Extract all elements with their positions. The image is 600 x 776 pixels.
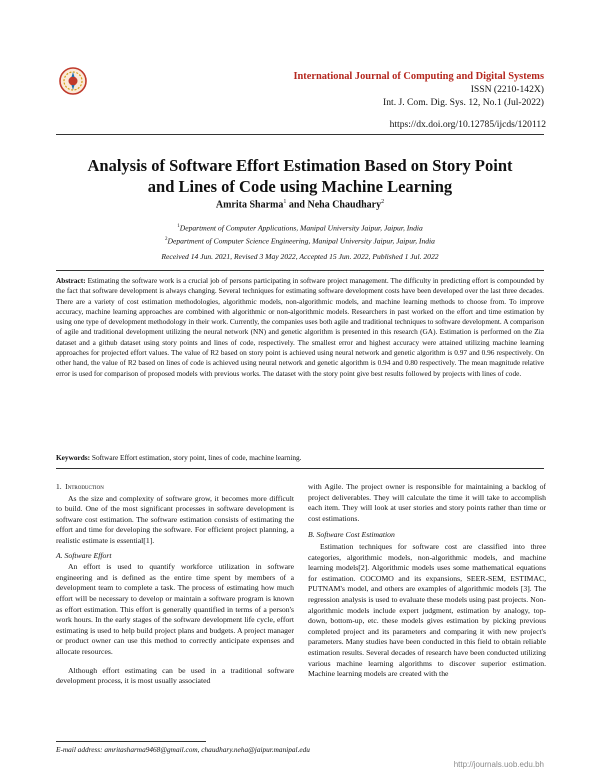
affiliations xyxy=(50,221,550,246)
abstract-bottom-divider xyxy=(56,468,544,469)
journal-logo-icon xyxy=(58,66,88,96)
paper-title xyxy=(50,155,550,197)
affiliation-2-text: Department of Computer Science Engineering, Manipal University Jaipur, Jaipur, India xyxy=(167,236,435,246)
affiliation-1-mark: 1 xyxy=(177,224,180,229)
keywords-text: Software Effort estimation, story point, lines of code, machine learning. xyxy=(91,453,302,462)
citation: Int. J. Com. Dig. Sys. 12, No.1 (Jul-2022) xyxy=(383,97,544,108)
title-line-2: and Lines of Code using Machine Learning xyxy=(147,177,453,196)
software-effort-paragraph-2: Although effort estimating can be used in a traditional software development process, it is most usually associated xyxy=(56,665,294,686)
right-column xyxy=(308,482,546,680)
intro-paragraph: As the size and complexity of software grow, it becomes more difficult to build. One of the most significant processes in software development is software cost estimation. The software estimation consists of estimating the effort and time for developing the software. For efficient project planning, a realistic estimate is essential[1]. xyxy=(56,493,294,545)
authors xyxy=(50,199,550,210)
header-divider xyxy=(56,134,544,135)
affiliation-1 xyxy=(50,221,550,234)
section-1-title: Introduction xyxy=(65,482,104,491)
affiliation-2-mark: 2 xyxy=(165,236,168,242)
title-line-1: Analysis of Software Effort Estimation Based on Story Point xyxy=(87,156,513,175)
section-1-heading xyxy=(56,482,294,493)
author-2: Neha Chaudhary xyxy=(307,199,382,211)
author-joiner: and xyxy=(288,199,305,211)
left-column xyxy=(56,482,294,687)
software-effort-paragraph-1: An effort is used to quantify workforce utilization in software engineering and is defined as the entire time spent by members of a development team to complete a task. The process of estimating how much effort will be necessary to develop or maintain a software program is known as effort estimation. This effort is generally quantified in terms of a person's work hours. In the early stages of the software development life cycle, effort estimating is used to help build project plans and budgets. A project manager or product owner can use this method to correctly anticipate expenses and allocate resources. xyxy=(56,562,294,656)
footer-divider xyxy=(56,741,206,742)
agile-paragraph: with Agile. The project owner is responsible for maintaining a backlog of project deliverables. They will calculate the time it will take to accomplish each item. They will look at user stories and story points rather than time or cost estimations. xyxy=(308,482,546,523)
author-1: Amrita Sharma xyxy=(215,199,284,211)
journal-header xyxy=(293,70,544,109)
author-1-mark: 1 xyxy=(283,199,287,205)
journal-url-link[interactable]: http://journals.uob.edu.bh xyxy=(453,760,544,769)
author-2-mark: 2 xyxy=(381,199,385,205)
abstract-top-divider xyxy=(56,270,544,271)
cost-estimation-paragraph: Estimation techniques for software cost are classified into three categories, algorithmic models, non-algorithmic models, and machine learning models[2]. Algorithmic models uses some mathematical equations for estimation. COCOMO and its expansions, SEER-SEM, ESTIMAC, PUTNAM's model, and others are examples of algorithmic models [3]. The regression analysis is used to evaluate these models using past projects. Non-algorithmic models include expert judgment, estimation by analogy, top-down, bottom-up, etc. these models gives estimation by picking previous completed project and its parameters and comparing it with new project's parameters. Many studies have been conducted in this field to obtain reliable estimation results. Several decades of research have been conducted utilizing various machine learning algorithms to discover superior estimation. Machine learning models are created with the xyxy=(308,541,546,679)
keywords xyxy=(56,453,544,463)
abstract-label: Abstract: xyxy=(56,276,86,285)
abstract-text: Estimating the software work is a crucial job of persons participating in software project management. The difficulty in predicting effort is compounded by the fact that software development is always changing. Several techniques for estimating software development costs have been developed over the last three decades. There are a variety of cost estimation methodologies, algorithmic models, non-algorithmic models, and machine learning methods to choose from. To improve accuracy, machine learning approaches are combined with algorithmic or non-algorithmic models. Researchers in past worked on the effort and time estimation by using one type of development methodology in their work. Currently, the companies uses both agile and traditional techniques to software development. A comparison of agile and traditional development utilizing the neural network (NN) and genetic algorithm is presented in this research (GA). Estimation is performed on the Zia dataset and a github dataset using story points and lines of code, respectively. The smallest error and highest accuracy were attained utilizing machine learning approaches for projected effort values. The value of R2 based on story point is achieved using neural network and genetic algorithm is 0.97 and 0.96 respectively. On other hand, the value of R2 based on lines of code is achieved using neural network and genetic algorithm is 0.94 and 0.80 respectively. The mean magnitude relative error is used for comparison of proposed models with previous works. The dataset with the story point give best results followed by projects with lines of code. xyxy=(56,276,544,378)
section-1-number: 1. xyxy=(56,482,62,491)
keywords-label: Keywords: xyxy=(56,453,91,462)
subsection-a-heading: A. Software Effort xyxy=(56,550,112,560)
affiliation-2 xyxy=(50,234,550,247)
issn: ISSN (2210-142X) xyxy=(470,84,544,95)
journal-name: International Journal of Computing and Digital Systems xyxy=(293,71,544,82)
doi-link[interactable]: https://dx.doi.org/10.12785/ijcds/120112 xyxy=(389,119,546,130)
publication-dates: Received 14 Jun. 2021, Revised 3 May 2022, Accepted 15 Jun. 2022, Published 1 Jul. 2022 xyxy=(161,252,439,261)
subsection-b-heading: B. Software Cost Estimation xyxy=(308,530,395,540)
abstract xyxy=(56,276,544,379)
author-emails: E-mail address: amritasharma9468@gmail.com, chaudhary.neha@jaipur.manipal.edu xyxy=(56,745,310,754)
affiliation-1-text: Department of Computer Applications, Manipal University Jaipur, Jaipur, India xyxy=(179,223,423,233)
